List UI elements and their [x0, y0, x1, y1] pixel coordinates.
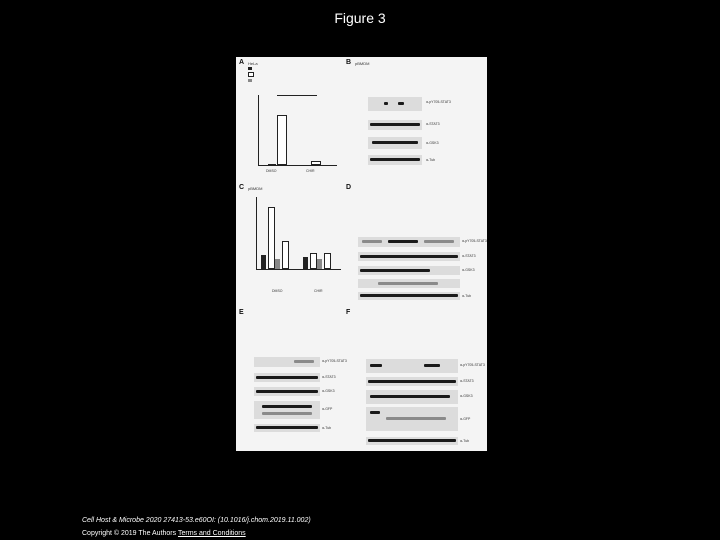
panel-f-blot-tub: [366, 437, 458, 445]
panel-b-letter: B: [346, 59, 352, 66]
panel-b-gsk3-label: α-GSK3: [426, 141, 439, 145]
panel-f-tub-label: α-Tub: [460, 439, 470, 443]
panel-f-blot-pstat3: [366, 359, 458, 373]
panel-b-blot-gsk3: [368, 137, 422, 149]
panel-f-gfp-label: α-GFP: [460, 417, 471, 421]
panel-f-pstat3-label: α-pY705-STAT3: [460, 363, 485, 367]
panel-e-blot-stat3: [254, 373, 320, 382]
panel-a-caption: HeLa: [248, 61, 258, 66]
citation-text: [82, 517, 311, 524]
citation-line: Cell Host & Microbe 2020 27413-53.e60OI: (10.1016/j.chom.2019.11.002): [82, 517, 311, 524]
panel-e-gsk3-label: α-GSK3: [322, 389, 335, 393]
figure-image: [236, 57, 487, 451]
panel-d-letter: D: [346, 184, 352, 191]
terms-and-conditions-link[interactable]: Terms and Conditions: [177, 530, 246, 537]
panel-f-blot-stat3: [366, 377, 458, 386]
panel-b-blot-stat3: [368, 120, 422, 130]
panel-d-blot-pstat3: [358, 237, 460, 247]
panel-c-letter: C: [239, 184, 245, 191]
panel-e-blot-tub: [254, 424, 320, 432]
panel-b-blot-tub: [368, 155, 422, 165]
panel-d-tub-label: α-Tub: [462, 294, 472, 298]
panel-e-gfp-label: α-GFP: [322, 407, 333, 411]
panel-a-dmso: DMSO: [266, 169, 277, 173]
copyright-text: Copyright © 2019 The Authors: [82, 530, 177, 537]
panel-c-chart: [256, 197, 341, 270]
slide-title: Figure 3: [334, 10, 386, 26]
panel-b-blot-pstat3: [368, 97, 422, 111]
copyright-line: [82, 530, 246, 537]
panel-b-caption: pBMDM: [355, 61, 370, 66]
panel-a-chir: CHIR: [306, 169, 315, 173]
panel-e-stat3-label: α-STAT3: [322, 375, 336, 379]
panel-a-letter: A: [239, 59, 245, 66]
panel-d-pstat3-label: α-pY705-STAT3: [462, 239, 487, 243]
panel-d-stat3-label: α-STAT3: [462, 254, 476, 258]
panel-c-chir: CHIR: [314, 289, 323, 293]
panel-e-blot-pstat3: [254, 357, 320, 367]
panel-e-pstat3-label: α-pY705-STAT3: [322, 359, 347, 363]
panel-f-letter: F: [346, 309, 351, 316]
panel-d-gsk3-label: α-GSK3: [462, 268, 475, 272]
panel-e-blot-gsk3: [254, 387, 320, 396]
panel-a-legend: [248, 67, 254, 82]
panel-d-blot-gsk3: [358, 266, 460, 275]
panel-b-pstat3-label: α-pY705-STAT3: [426, 100, 451, 104]
panel-e-tub-label: α-Tub: [322, 426, 332, 430]
panel-b-tub-label: α-Tub: [426, 158, 436, 162]
panel-c-dmso: DMSO: [272, 289, 283, 293]
panel-f-blot-gfp: [366, 407, 458, 431]
panel-e-letter: E: [239, 309, 244, 316]
panel-c-caption: pBMDM: [248, 186, 263, 191]
panel-d-blot-tub: [358, 292, 460, 300]
panel-f-gsk3-label: α-GSK3: [460, 394, 473, 398]
panel-f-stat3-label: α-STAT3: [460, 379, 474, 383]
panel-d-blot-dmk: [358, 279, 460, 288]
panel-b-stat3-label: α-STAT3: [426, 122, 440, 126]
panel-a-chart: [258, 95, 337, 166]
panel-f-blot-gsk3: [366, 390, 458, 404]
panel-d-blot-stat3: [358, 252, 460, 261]
panel-e-blot-gfp: [254, 401, 320, 419]
